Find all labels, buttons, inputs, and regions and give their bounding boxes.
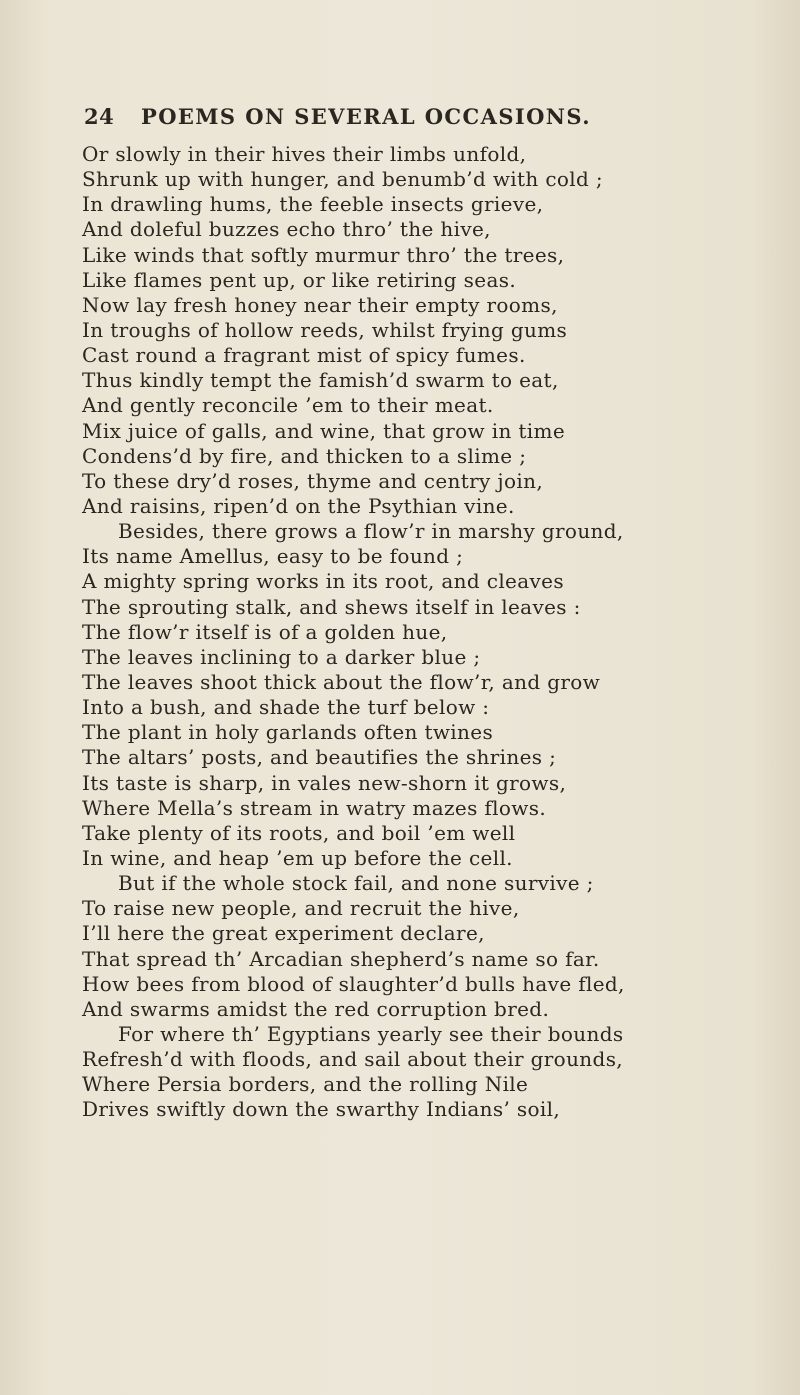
poem-line: A mighty spring works in its root, and cleaves [82, 569, 564, 594]
poem-line: For where th’ Egyptians yearly see their bounds [118, 1021, 624, 1046]
poem-line: To raise new people, and recruit the hive, [82, 896, 520, 921]
poem-line: Now lay fresh honey near their empty rooms, [82, 292, 558, 317]
poem-line: Refresh’d with floods, and sail about their grounds, [82, 1047, 624, 1072]
poem-line: Its taste is sharp, in vales new-shorn it grows, [82, 770, 567, 795]
poem-line: Into a bush, and shade the turf below : [82, 695, 490, 720]
poem-line: And raisins, ripen’d on the Psythian vine. [82, 493, 515, 518]
page-header [84, 104, 724, 134]
poem-line: In drawling hums, the feeble insects grieve, [82, 192, 544, 217]
poem-line: To these dry’d roses, thyme and centry join, [82, 468, 544, 493]
poem-line: Mix juice of galls, and wine, that grow in time [82, 418, 566, 443]
poem-line: The plant in holy garlands often twines [82, 720, 494, 745]
poem-text [82, 142, 762, 1122]
poem-line: That spread th’ Arcadian shepherd’s name so far. [82, 946, 600, 971]
poem-line: Condens’d by fire, and thicken to a slime ; [82, 443, 527, 468]
poem-line: In wine, and heap ’em up before the cell. [82, 845, 513, 870]
poem-line: Cast round a fragrant mist of spicy fumes. [82, 343, 526, 368]
poem-line: Thus kindly tempt the famish’d swarm to eat, [82, 368, 559, 393]
poem-line: Its name Amellus, easy to be found ; [82, 544, 464, 569]
poem-line: And swarms amidst the red corruption bred. [82, 996, 550, 1021]
running-title: POEMS ON SEVERAL OCCASIONS. [141, 104, 591, 129]
poem-line: Where Mella’s stream in watry mazes flows. [82, 795, 547, 820]
poem-line: And gently reconcile ’em to their meat. [82, 393, 494, 418]
poem-line: Drives swiftly down the swarthy Indians’ soil, [82, 1097, 561, 1122]
poem-line: Take plenty of its roots, and boil ’em well [82, 820, 516, 845]
poem-line: And doleful buzzes echo thro’ the hive, [82, 217, 491, 242]
poem-line: The flow’r itself is of a golden hue, [82, 619, 448, 644]
poem-line: In troughs of hollow reeds, whilst frying gums [82, 317, 568, 342]
poem-line: Where Persia borders, and the rolling Nile [82, 1072, 529, 1097]
poem-line: I’ll here the great experiment declare, [82, 921, 485, 946]
poem-line: Like winds that softly murmur thro’ the trees, [82, 242, 565, 267]
poem-line: Shrunk up with hunger, and benumb’d with cold ; [82, 167, 604, 192]
poem-line: The leaves shoot thick about the flow’r, and grow [82, 669, 601, 694]
poem-line: The sprouting stalk, and shews itself in leaves : [82, 594, 581, 619]
poem-line: The altars’ posts, and beautifies the shrines ; [82, 745, 557, 770]
poem-line: Or slowly in their hives their limbs unfold, [82, 142, 527, 166]
page-number: 24 [84, 104, 115, 129]
poem-line: How bees from blood of slaughter’d bulls have fled, [82, 971, 625, 996]
poem-line: Like flames pent up, or like retiring seas. [82, 267, 517, 292]
poem-line: Besides, there grows a flow’r in marshy ground, [118, 519, 624, 544]
poem-line: But if the whole stock fail, and none survive ; [118, 871, 594, 896]
poem-line: The leaves inclining to a darker blue ; [82, 644, 481, 669]
